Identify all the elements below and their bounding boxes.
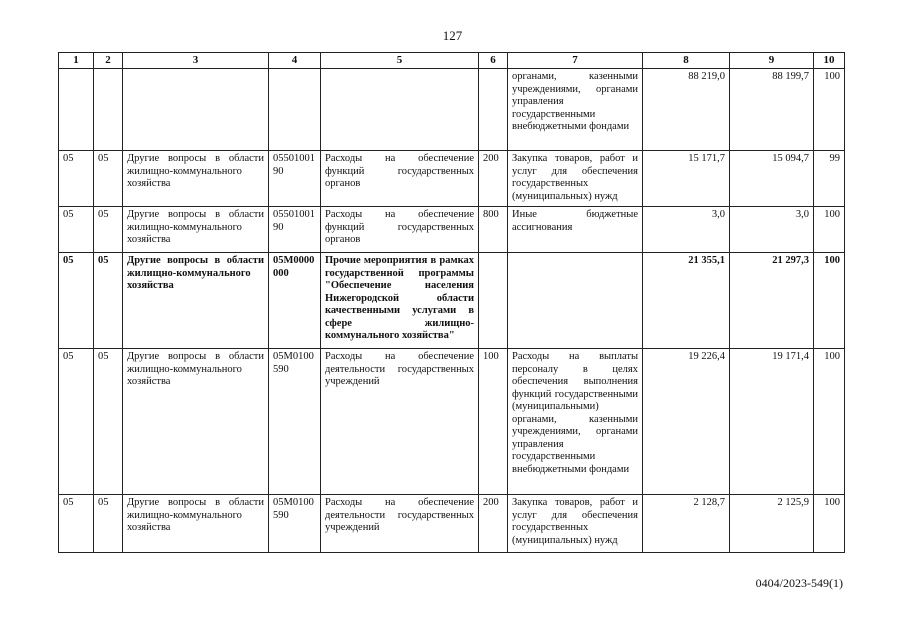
execution-percent: 100: [814, 69, 845, 151]
column-header: 2: [94, 53, 123, 69]
table-row: [59, 349, 845, 495]
executed-amount: 88 199,7: [730, 69, 814, 151]
budget-table: [58, 52, 845, 553]
subsection-code: [94, 69, 123, 151]
section-code: 05: [59, 349, 94, 495]
section-code: 05: [59, 495, 94, 553]
execution-percent: 100: [814, 349, 845, 495]
subsection-name: [123, 69, 269, 151]
target-article-name: [321, 69, 479, 151]
executed-amount: 19 171,4: [730, 349, 814, 495]
target-article-name: Расходы на обеспечение деятельности государственных учреждений: [321, 495, 479, 553]
column-header: 8: [643, 53, 730, 69]
expense-type-code: 200: [479, 151, 508, 207]
expense-type-code: 200: [479, 495, 508, 553]
executed-amount: 2 125,9: [730, 495, 814, 553]
section-code: 05: [59, 207, 94, 253]
planned-amount: 88 219,0: [643, 69, 730, 151]
target-article-name: Прочие мероприятия в рамках государственной программы "Обеспечение населения Нижегородской области качественными услугами в сфере жилищно-коммунального хозяйства": [321, 253, 479, 349]
subsection-name: Другие вопросы в области жилищно-коммунального хозяйства: [123, 495, 269, 553]
subsection-name: Другие вопросы в области жилищно-коммунального хозяйства: [123, 151, 269, 207]
target-article-code: 0550100190: [269, 207, 321, 253]
expense-type-name: [508, 253, 643, 349]
planned-amount: 19 226,4: [643, 349, 730, 495]
execution-percent: 100: [814, 495, 845, 553]
section-code: [59, 69, 94, 151]
executed-amount: 21 297,3: [730, 253, 814, 349]
column-header: 6: [479, 53, 508, 69]
target-article-code: 05М0000000: [269, 253, 321, 349]
column-header: 4: [269, 53, 321, 69]
section-code: 05: [59, 253, 94, 349]
page-number: 127: [442, 28, 463, 43]
target-article-name: Расходы на обеспечение деятельности государственных учреждений: [321, 349, 479, 495]
execution-percent: 100: [814, 253, 845, 349]
subsection-code: 05: [94, 151, 123, 207]
table-row: [59, 151, 845, 207]
expense-type-name: Закупка товаров, работ и услуг для обеспечения государственных (муниципальных) нужд: [508, 151, 643, 207]
target-article-name: Расходы на обеспечение функций государственных органов: [321, 207, 479, 253]
subsection-name: Другие вопросы в области жилищно-коммунального хозяйства: [123, 253, 269, 349]
executed-amount: 3,0: [730, 207, 814, 253]
table-header-row: [59, 53, 845, 69]
target-article-name: Расходы на обеспечение функций государственных органов: [321, 151, 479, 207]
planned-amount: 3,0: [643, 207, 730, 253]
table-row: [59, 69, 845, 151]
planned-amount: 2 128,7: [643, 495, 730, 553]
target-article-code: 05М0100590: [269, 495, 321, 553]
table-row: [59, 253, 845, 349]
planned-amount: 15 171,7: [643, 151, 730, 207]
column-header: 9: [730, 53, 814, 69]
subsection-code: 05: [94, 207, 123, 253]
document-code: 0404/2023-549(1): [755, 576, 843, 590]
subsection-code: 05: [94, 349, 123, 495]
column-header: 5: [321, 53, 479, 69]
expense-type-name: Закупка товаров, работ и услуг для обеспечения государственных (муниципальных) нужд: [508, 495, 643, 553]
target-article-code: 0550100190: [269, 151, 321, 207]
execution-percent: 99: [814, 151, 845, 207]
execution-percent: 100: [814, 207, 845, 253]
subsection-code: 05: [94, 253, 123, 349]
executed-amount: 15 094,7: [730, 151, 814, 207]
expense-type-code: [479, 69, 508, 151]
column-header: 10: [814, 53, 845, 69]
expense-type-name: Иные бюджетные ассигнования: [508, 207, 643, 253]
column-header: 3: [123, 53, 269, 69]
section-code: 05: [59, 151, 94, 207]
planned-amount: 21 355,1: [643, 253, 730, 349]
subsection-code: 05: [94, 495, 123, 553]
subsection-name: Другие вопросы в области жилищно-коммунального хозяйства: [123, 207, 269, 253]
expense-type-name: органами, казенными учреждениями, органами управления государственными внебюджетными фондами: [508, 69, 643, 151]
table-row: [59, 207, 845, 253]
table-row: [59, 495, 845, 553]
expense-type-code: [479, 253, 508, 349]
expense-type-name: Расходы на выплаты персоналу в целях обеспечения выполнения функций государственными (муниципальными) органами, казенными учреждениями, органами управления государственными внебюджетными фондами: [508, 349, 643, 495]
target-article-code: 05М0100590: [269, 349, 321, 495]
expense-type-code: 800: [479, 207, 508, 253]
expense-type-code: 100: [479, 349, 508, 495]
subsection-name: Другие вопросы в области жилищно-коммунального хозяйства: [123, 349, 269, 495]
target-article-code: [269, 69, 321, 151]
column-header: 7: [508, 53, 643, 69]
column-header: 1: [59, 53, 94, 69]
